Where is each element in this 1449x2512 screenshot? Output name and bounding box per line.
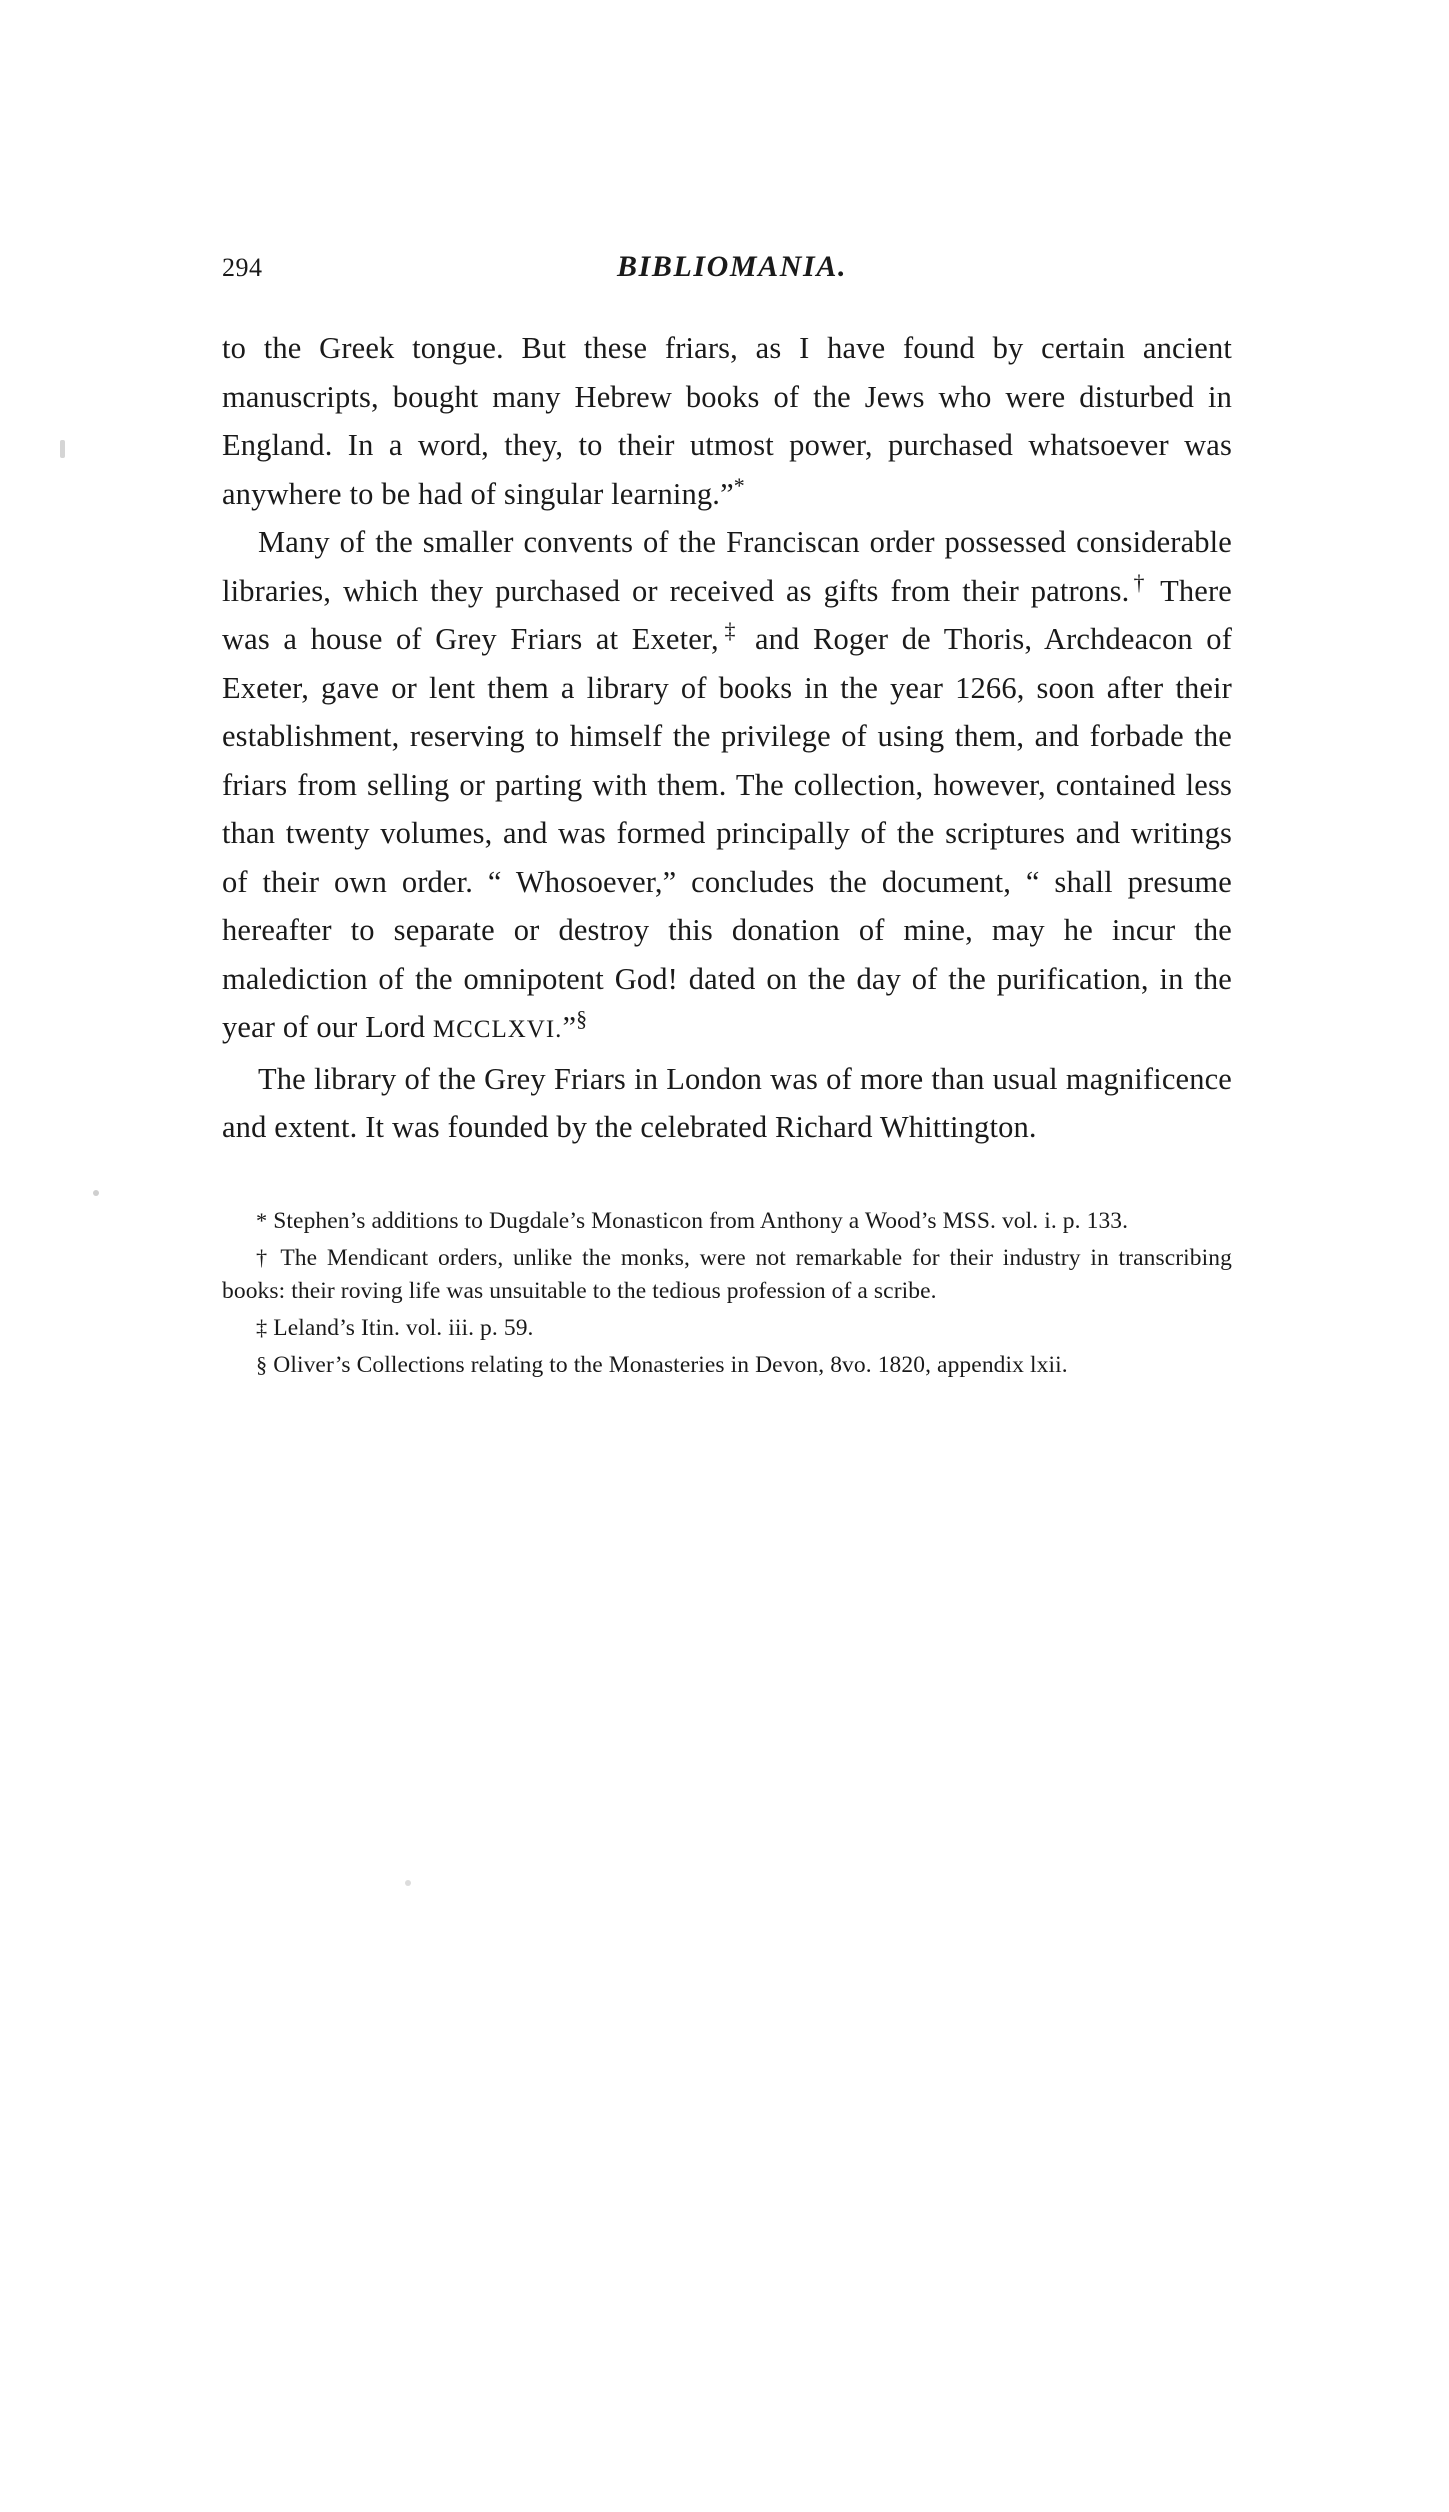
footnote-dagger — [222, 1241, 1232, 1308]
footnote-marker-dagger: † — [256, 1244, 272, 1270]
paragraph-2 — [222, 518, 1232, 1055]
running-head — [222, 250, 1232, 290]
footnote-text-double-dagger: Leland’s Itin. vol. iii. p. 59. — [273, 1314, 534, 1341]
running-title: BIBLIOMANIA. — [616, 250, 848, 283]
paragraph-1-text: to the Greek tongue. But these friars, as I have found by certain ancient manuscripts, bought many Hebrew books of the Jews who were disturbed in England. In a word, they, to their utmost power, purchased whatsoever was anywhere to be had of singular learning.” — [222, 331, 1232, 511]
footnote-asterisk — [222, 1204, 1232, 1238]
paragraph-2-text-c: and Roger de Thoris, Archdeacon of Exeter, gave or lent them a library of books in the year 1266, soon after their establishment, reserving to himself the privilege of using them, and forbade the friars from selling or parting with them. The collection, however, contained less than twenty volumes, and was formed principally of the scriptures and writings of their own order. “ Whosoever,” concludes the document, “ shall presume hereafter to separate or destroy this donation of mine, may he incur the malediction of the omnipotent God! dated on the day of the purification, in the year of our Lord — [222, 622, 1233, 1044]
footnote-ref-asterisk[interactable]: * — [733, 472, 745, 498]
paragraph-2-text-d: ” — [562, 1010, 577, 1044]
paragraph-2-text-b: There was a house of Grey Friars at Exeter, — [222, 573, 1232, 656]
page-content — [222, 250, 1232, 1385]
footnote-ref-double-dagger[interactable]: ‡ — [718, 617, 742, 643]
footnotes-block — [222, 1204, 1232, 1382]
footnote-marker-section: § — [256, 1351, 268, 1377]
page-speck — [405, 1880, 411, 1886]
page-speck — [60, 440, 65, 458]
footnote-marker-double-dagger: ‡ — [256, 1314, 268, 1340]
paragraph-1 — [222, 324, 1232, 518]
footnote-double-dagger — [222, 1311, 1232, 1345]
footnote-text-dagger: The Mendicant orders, unlike the monks, were not remarkable for their industry in transcribing books: their roving life was unsuitable to the tedious profession of a scribe. — [222, 1244, 1232, 1304]
paragraph-3: The library of the Grey Friars in London was of more than usual magnificence and extent. It was founded by the celebrated Richard Whittington. — [222, 1061, 1232, 1144]
paragraph-2-text-a: Many of the smaller convents of the Franciscan order possessed considerable libraries, which they purchased or received as gifts from their patrons. — [222, 525, 1232, 608]
footnote-ref-section[interactable]: § — [576, 1005, 588, 1031]
footnote-text-asterisk: Stephen’s additions to Dugdale’s Monasticon from Anthony a Wood’s MSS. vol. i. p. 133. — [273, 1207, 1129, 1234]
body-text — [222, 324, 1232, 1152]
footnote-text-section: Oliver’s Collections relating to the Monasteries in Devon, 8vo. 1820, appendix lxii. — [273, 1351, 1068, 1378]
footnote-marker-asterisk: * — [256, 1207, 268, 1233]
page-speck — [93, 1190, 99, 1196]
roman-numeral-year: MCCLXVI. — [432, 1016, 563, 1043]
footnote-ref-dagger[interactable]: † — [1129, 569, 1149, 595]
footnote-section — [222, 1348, 1232, 1382]
page-number: 294 — [222, 253, 263, 282]
